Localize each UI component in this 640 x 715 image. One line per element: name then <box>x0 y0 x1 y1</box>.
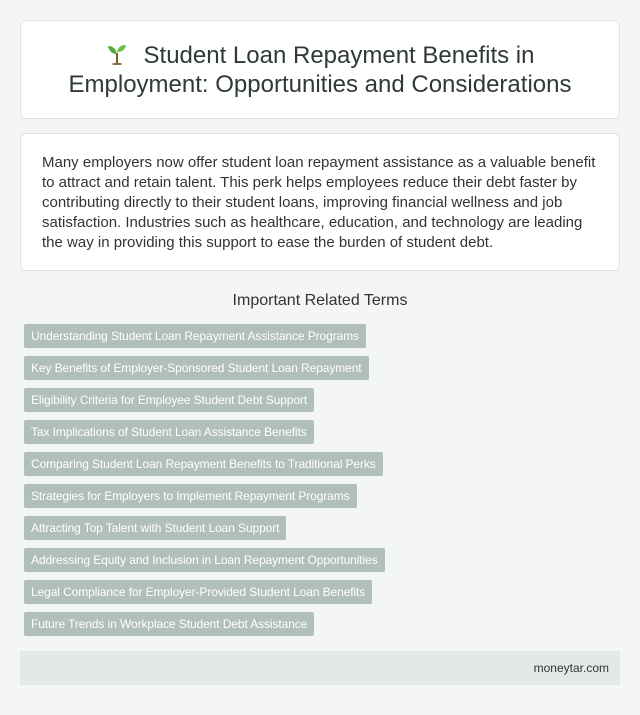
intro-card <box>20 133 620 271</box>
term-tag[interactable]: Legal Compliance for Employer-Provided Student Loan Benefits <box>24 580 372 604</box>
term-tag[interactable]: Strategies for Employers to Implement Repayment Programs <box>24 484 357 508</box>
term-tag[interactable]: Addressing Equity and Inclusion in Loan Repayment Opportunities <box>24 548 385 572</box>
term-tag[interactable]: Eligibility Criteria for Employee Student Debt Support <box>24 388 314 412</box>
term-tag[interactable]: Key Benefits of Employer-Sponsored Student Loan Repayment <box>24 356 369 380</box>
title-card <box>20 20 620 119</box>
term-tag[interactable]: Attracting Top Talent with Student Loan Support <box>24 516 286 540</box>
term-tag[interactable]: Comparing Student Loan Repayment Benefits to Traditional Perks <box>24 452 383 476</box>
page-title <box>50 41 590 99</box>
page-title-text: Student Loan Repayment Benefits in Employment: Opportunities and Considerations <box>68 41 572 98</box>
footer <box>20 651 620 685</box>
terms-heading: Important Related Terms <box>232 292 408 309</box>
term-tag[interactable]: Understanding Student Loan Repayment Assistance Programs <box>24 324 366 348</box>
term-tag[interactable]: Tax Implications of Student Loan Assistance Benefits <box>24 420 314 444</box>
sprout-icon <box>106 43 128 65</box>
intro-paragraph: Many employers now offer student loan repayment assistance as a valuable benefit to attract and retain talent. This perk helps employees reduce their debt faster by contributing directly to their student loans, improving financial wellness and job satisfaction. Industries such as healthcare, education, and technology are leading the way in providing this support to ease the burden of student debt. <box>42 154 596 251</box>
footer-site-label: moneytar.com <box>533 661 609 675</box>
related-terms-list <box>24 324 620 644</box>
term-tag[interactable]: Future Trends in Workplace Student Debt Assistance <box>24 612 314 636</box>
